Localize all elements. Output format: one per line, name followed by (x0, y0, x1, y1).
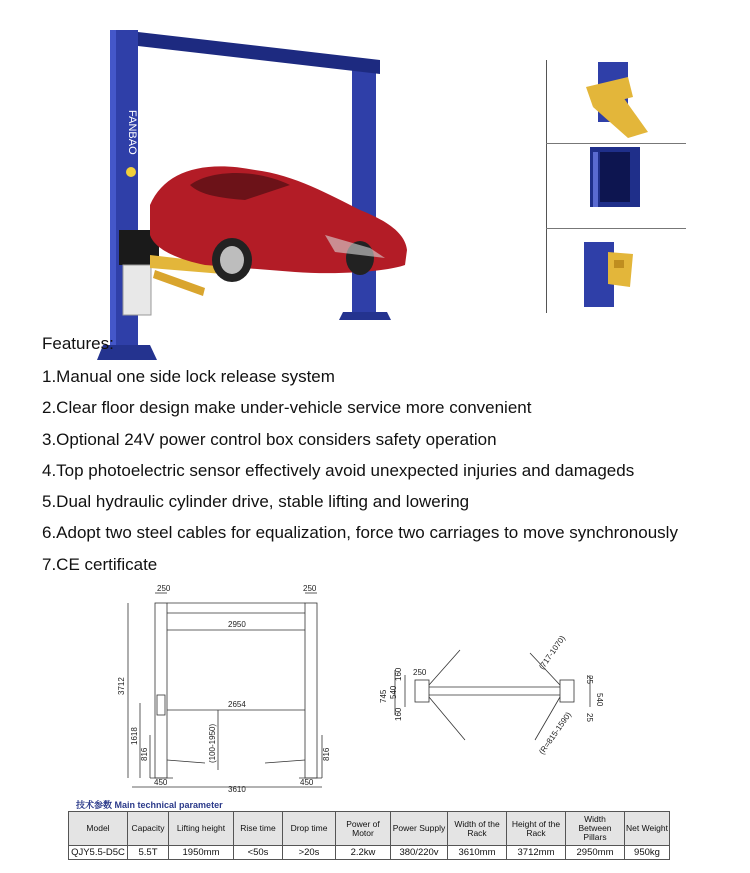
thumbnail-divider (546, 60, 547, 313)
dim-right-3: 25 (585, 713, 594, 722)
brand-logo: FANBAO (126, 110, 138, 155)
spec-header: Net Weight (625, 812, 670, 846)
top-beam (138, 32, 380, 74)
spec-value: 2.2kw (336, 846, 391, 860)
dim-top-4: 540 (389, 685, 398, 699)
spec-header: Drop time (283, 812, 336, 846)
spec-title-en: Main technical parameter (114, 800, 223, 810)
dim-top-right: 250 (303, 585, 317, 593)
spec-value: 380/220v (391, 846, 448, 860)
thumbnail-separator (546, 143, 686, 144)
dim-right-2: 540 (595, 693, 604, 707)
dim-inner-top: 2950 (228, 620, 246, 629)
dim-low-left: 816 (140, 747, 149, 761)
spec-header: Model (69, 812, 128, 846)
spec-value: 2950mm (566, 846, 625, 860)
feature-item: 2.Clear floor design make under-vehicle service more convenient (42, 398, 532, 418)
dim-arm-short: (717-1070) (537, 633, 568, 672)
dim-top-5: 160 (394, 707, 403, 721)
spec-value: >20s (283, 846, 336, 860)
dim-inner-bottom: 2654 (228, 700, 246, 709)
thumbnail-separator (546, 228, 686, 229)
spec-header: Rise time (234, 812, 283, 846)
detail-photo-carriage (548, 232, 683, 310)
dim-top-3: 745 (379, 689, 388, 703)
dim-height: 3712 (117, 677, 126, 695)
spec-value: QJY5.5-D5C (69, 846, 128, 860)
spec-table (68, 811, 670, 860)
dim-base-right: 450 (300, 778, 314, 787)
spec-value: 5.5T (128, 846, 169, 860)
front-dimension-drawing (110, 585, 340, 793)
right-pillar (352, 60, 376, 315)
detail-photo-arm-joint (548, 62, 683, 140)
dim-right-1: 25 (585, 675, 594, 684)
spec-table-title (76, 798, 223, 811)
feature-item: 7.CE certificate (42, 554, 158, 574)
spec-header-row (69, 812, 670, 846)
feature-item: 3.Optional 24V power control box considers safety operation (42, 429, 497, 449)
spec-header: Capacity (128, 812, 169, 846)
spec-value: 950kg (625, 846, 670, 860)
spec-value: <50s (234, 846, 283, 860)
dim-low-right: 816 (322, 747, 331, 761)
dim-lift-range: (100-1950) (208, 723, 217, 763)
spec-title-cn: 技术参数 (76, 800, 113, 810)
dim-mid-height: 1618 (130, 727, 139, 745)
spec-header: Power of Motor (336, 812, 391, 846)
dim-total-width: 3610 (228, 785, 246, 793)
features-title: Features: (42, 334, 114, 353)
top-view-dimension-drawing (375, 615, 615, 765)
dim-top-2: 160 (394, 667, 403, 681)
feature-item: 5.Dual hydraulic cylinder drive, stable lifting and lowering (42, 492, 470, 512)
feature-item: 1.Manual one side lock release system (42, 367, 335, 386)
spec-value: 3610mm (448, 846, 507, 860)
dim-base-left: 450 (154, 778, 168, 787)
spec-header: Power Supply (391, 812, 448, 846)
spec-header: Height of the Rack (507, 812, 566, 846)
spec-header: Width of the Rack (448, 812, 507, 846)
dim-top-left: 250 (157, 585, 171, 593)
spec-value-row (69, 846, 670, 860)
spec-value: 1950mm (169, 846, 234, 860)
detail-photo-pillar (548, 147, 683, 225)
lift-product-photo (95, 20, 415, 365)
features-list (42, 366, 678, 585)
spec-header: Lifting height (169, 812, 234, 846)
feature-item: 6.Adopt two steel cables for equalization, force two carriages to move synchronously (42, 523, 678, 543)
dim-top-1: 250 (413, 668, 427, 677)
spec-value: 3712mm (507, 846, 566, 860)
spec-header: Width Between Pillars (566, 812, 625, 846)
feature-item: 4.Top photoelectric sensor effectively avoid unexpected injuries and damageds (42, 460, 635, 480)
dim-arm-long: (R=815-1590) (537, 710, 574, 757)
